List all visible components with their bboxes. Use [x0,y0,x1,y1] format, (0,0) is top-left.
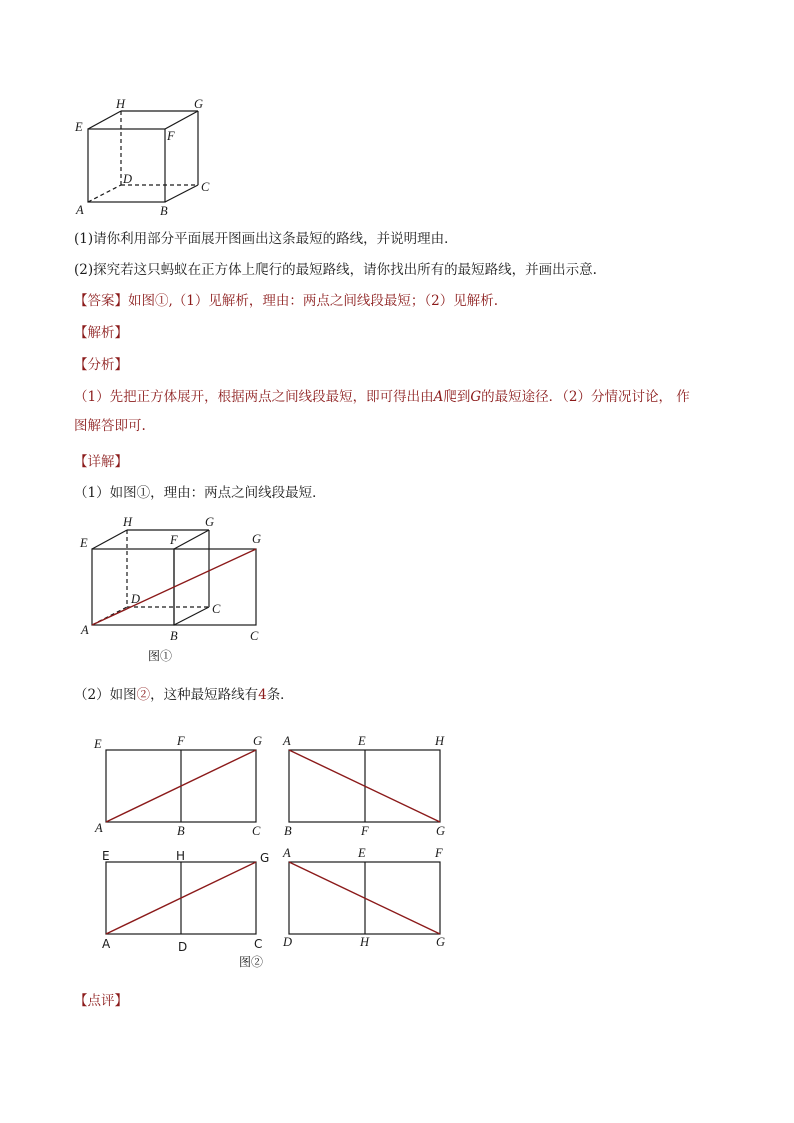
p1-tr: G [253,734,263,748]
jiexi-tag: 【解析】 [74,325,128,341]
p2-tr: H [435,734,445,748]
fenxi-tag: 【分析】 [74,357,128,373]
p4-bl: D [283,935,293,949]
fig1-label-D: D [131,592,141,606]
answer-line [74,291,498,311]
fenxi-paragraph [74,383,726,441]
unfold-figure-2 [0,720,794,980]
fig1-label-G-top: G [205,515,215,529]
fig1-label-B: B [170,629,178,643]
label-A: A [76,203,84,217]
p3-bm: D [178,940,188,954]
label-G: G [194,97,204,111]
fenxi-part4: 图解答即可. [74,418,146,434]
label-H: H [116,97,126,111]
p1-bm: B [177,824,185,838]
cube-unfold-figure-1 [0,500,794,700]
label-D: D [123,172,133,186]
fig1-label-H: H [123,515,133,529]
p3-tr: G [260,851,270,865]
answer-text: 如图①,（1）见解析，理由：两点之间线段最短；（2）见解析. [128,293,499,309]
answer-tag: 【答案】 [74,293,128,309]
p2-tm: E [358,734,366,748]
fig1-label-C-inner: C [212,602,221,616]
question-2: (2)探究若这只蚂蚁在正方体上爬行的最短路线，请你找出所有的最短路线，并画出示意. [74,262,597,278]
step2-part1: （2）如图 [74,687,137,703]
cube-figure-top [0,0,794,230]
p4-tl: A [283,846,291,860]
p4-tm: E [358,846,366,860]
p3-tm: H [176,849,186,863]
p2-tl: A [283,734,291,748]
p1-tm: F [177,734,185,748]
fig1-label-A: A [81,623,89,637]
fenxi-G: G [470,389,482,405]
step2-count: 4 [258,687,267,703]
p1-bl: A [95,821,103,835]
p2-br: G [436,824,446,838]
p3-br: C [254,937,263,951]
fenxi-part3: 的最短途径．（2）分情况讨论， 作 [481,389,690,405]
dianping-tag: 【点评】 [74,993,128,1009]
p3-tl: E [102,849,110,863]
p1-tl: E [94,737,102,751]
label-F: F [167,129,175,143]
fig1-label-F: F [170,533,178,547]
fenxi-part1: （1）先把正方体展开，根据两点之间线段最短，即可得出由 [74,389,434,405]
fig1-caption: 图① [148,649,173,663]
fig1-label-C: C [250,629,259,643]
step2-part3: 条． [266,687,294,703]
step2-ref: ② [136,687,151,703]
xiangjie-tag: 【详解】 [74,454,128,470]
p4-tr: F [435,846,443,860]
fig1-label-G: G [252,532,262,546]
label-B: B [160,204,168,218]
p4-br: G [436,935,446,949]
step-2 [74,685,294,705]
step-1: （1）如图①，理由：两点之间线段最短． [74,485,326,501]
step2-part2: ，这种最短路线有 [150,687,259,703]
p2-bm: F [361,824,369,838]
p4-bm: H [360,935,370,949]
question-1: (1)请你利用部分平面展开图画出这条最短的路线，并说明理由． [74,231,458,247]
p2-bl: B [284,824,292,838]
fig1-label-E: E [80,536,88,550]
p1-br: C [252,824,261,838]
fenxi-part2: 爬到 [443,389,471,405]
label-C: C [201,180,210,194]
label-E: E [75,120,83,134]
p3-bl: A [102,937,111,951]
fig2-caption: 图② [239,955,264,969]
fenxi-A: A [433,389,444,405]
